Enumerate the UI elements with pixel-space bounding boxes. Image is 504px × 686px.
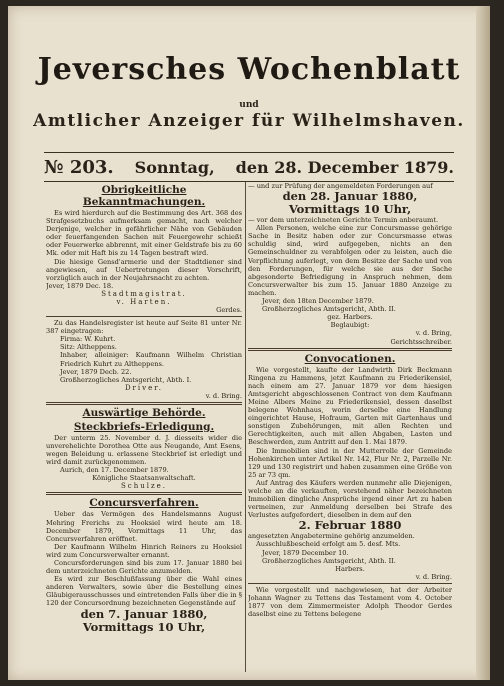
notice-paragraph: Ueber das Vermögen des Handelsmanns August Mehring Frerichs zu Hooksiel wird heute am 18. December 1879, Vormittags 11 Uhr, das Concursverfahren eröffnet. — [46, 510, 242, 543]
left-column — [46, 182, 242, 674]
notice-paragraph: Wie vorgestellt, kaufte der Landwirth Dirk Beckmann Ringena zu Hammens, jetzt Kaufmann zu Friederikensiel, nach einem am 27. Januar 1879 vor dem hiesigen Amtsgericht abgeschlossenen Contract von dem Kaufmann Meine Albers Meine zu Friederikensiel, dessen daselbst belegene Wohnhaus, worin derselbe eine Handlung eingerichtet Hause, Hofraum, Garten mit Gartenhaus und sonstigen Zubehörungen, mit allen Rechten und Gerechtigkeiten, auch mit allen Abgaben, Lasten und Beschwerden, zum Antritt auf den 1. Mai 1879. — [248, 365, 452, 447]
notice-date: Jever, 1879 December 10. — [262, 548, 349, 557]
masthead-subtitle: Amtlicher Anzeiger für Wilhelmshaven. — [33, 111, 465, 131]
notice-date: Jever, den 18ten December 1879. — [262, 297, 374, 306]
signature-name: Driver. — [124, 383, 164, 392]
term-date: den 7. Januar 1880, — [80, 606, 208, 621]
separator — [46, 316, 242, 317]
notice-date: Jever, 1879 Decb. 22. — [60, 367, 132, 376]
signature-name: Schulze. — [120, 482, 168, 491]
court-name: Großherzogliches Amtsgericht, Abth. I. — [60, 375, 192, 384]
court-name: Großherzogliches Amtsgericht, Abth. II. — [262, 556, 396, 565]
signature-name: Harbers. — [335, 564, 365, 573]
notice-paragraph: angesetzten Angabetermine gehörig anzumelden. — [248, 532, 415, 541]
notice-date: Jever, 1879 Dec. 18. — [46, 281, 114, 290]
masthead-title: Jeversches Wochenblatt — [37, 52, 461, 87]
term-date: den 28. Januar 1880, — [282, 189, 418, 204]
signature-name: v. d. Bring. — [205, 391, 242, 400]
notice-paragraph: Zu das Handelsregister ist heute auf Seite 81 unter Nr. 387 eingetragen: — [46, 319, 242, 336]
notice-paragraph: Wie vorgestellt und nachgewiesen, hat der Arbeiter Johann Wagner zu Tettens das Testament vom 4. October 1877 von dem Zimmermeister Adolph Theodor Gerdes daselbst eine zu Tettens belegene — [248, 585, 452, 619]
separator — [46, 402, 242, 405]
issue-day: Sonntag, — [134, 157, 215, 177]
attestation-label: Beglaubigt: — [330, 321, 370, 330]
section-heading: Concursverfahren. — [89, 497, 199, 510]
signature-name: v. d. Bring. — [415, 572, 452, 581]
newspaper-page — [8, 6, 490, 680]
notice-date: Aurich, den 17. December 1879. — [60, 466, 169, 475]
section-heading: Obrigkeitliche Bekanntmachungen. — [82, 184, 206, 208]
dateline — [44, 152, 454, 182]
signature-name: gez. Harbers. — [327, 313, 373, 322]
notice-paragraph: Es wird zur Beschlußfassung über die Wahl eines anderen Verwalters, sowie über die Bestellung eines Gläubigerausschusses und eintretenden Falls über die in § 120 der Concursordnung bezeichneten Gegenstände auf — [46, 575, 242, 608]
term-date: 2. Februar 1880 — [298, 518, 402, 533]
separator — [46, 492, 242, 495]
signature-name: Gerdes. — [216, 305, 242, 314]
separator — [248, 348, 452, 351]
signature-title: Gerichtsschreiber. — [390, 337, 452, 346]
signature-authority: Stadtmagistrat. — [101, 289, 187, 298]
section-heading: Auswärtige Behörde. — [82, 406, 206, 419]
notice-paragraph: Allen Personen, welche eine zur Concursmasse gehörige Sache in Besitz haben oder zur Concursmasse etwas schuldig sind, wird aufgegeben, nichts an den Gemeinschuldner zu verabfolgen oder zu leisten, auch die Verpflichtung auferlegt, von dem Besitze der Sache und von den Forderungen, für welche sie aus der Sache abgesonderte Befriedigung in Anspruch nehmen, dem Concursverwalter bis zum 15. Januar 1880 Anzeige zu machen. — [248, 224, 452, 297]
signature-name: v. Harten. — [116, 297, 172, 306]
notice-paragraph: Concursforderungen sind bis zum 17. Januar 1880 bei dem unterzeichneten Gerichte anzumelden. — [46, 559, 242, 576]
register-entry: Sitz: Altheppens. — [60, 343, 117, 352]
right-column — [248, 182, 452, 674]
masthead-und: und — [239, 100, 259, 110]
notice-paragraph: — vor dem unterzeichneten Gerichte Termin anberaumt. — [248, 216, 439, 225]
notice-paragraph: Die hiesige Gensd'armerie und der Stadtdiener sind angewiesen, auf Uebertretungen dieser Vorschrift, vorzüglich auch in der Neujahrsnacht zu achten. — [46, 257, 242, 282]
issue-date: den 28. December 1879. — [235, 157, 454, 177]
register-entry: Inhaber, alleiniger: Kaufmann Wilhelm Christian Friedrich Kuhrt zu Altheppens. — [60, 351, 242, 368]
section-heading: Convocationen. — [304, 352, 396, 365]
notice-paragraph: Die Immobilien sind in der Mutterrolle der Gemeinde Hohenkirchen unter Artikel Nr. 142, Flur Nr. 2, Parzelle Nr. 129 und 130 registrirt und haben zusammen eine Größe von 25 ar 73 qm. — [248, 446, 452, 479]
term-time: Vormittags 10 Uhr, — [82, 619, 206, 634]
notice-paragraph: Der Kaufmann Wilhelm Hinrich Reiners zu Hooksiel wird zum Concursverwalter ernannt. — [46, 542, 242, 559]
signature-name: v. d. Bring, — [415, 329, 452, 338]
column-divider — [245, 182, 246, 672]
separator — [248, 583, 452, 584]
term-time: Vormittags 10 Uhr, — [288, 202, 412, 217]
issue-number: № 203. — [44, 156, 114, 178]
register-entry: Firma: W. Kuhrt. — [60, 335, 116, 344]
notice-paragraph: Ausschlußbescheid erfolgt am 5. desf. Mts. — [256, 540, 401, 549]
notice-paragraph: Auf Antrag des Käufers werden nunmehr alle Diejenigen, welche an die verkauften, vorstehend näher bezeichneten Immobilien dingliche Ansprüche irgend einer Art zu haben vermeinen, zur Anmeldung derselben bei Strafe des Verlustes aufgefordert, dieselben in dem auf den — [248, 478, 452, 520]
authority-name: Königliche Staatsanwaltschaft. — [92, 474, 196, 483]
notice-paragraph: Der unterm 25. November d. J. diesseits wider die unverehelichte Dorothea Otte aus Neugande, Amt Esens, wegen Beleidung u. erlassene Steckbrief ist erledigt und wird damit zurückgenommen. — [46, 433, 242, 467]
notice-paragraph: — und zur Prüfung der angemeldeten Forderungen auf — [248, 182, 433, 190]
section-heading: Steckbriefs-Erledigung. — [73, 420, 215, 433]
court-name: Großherzogliches Amtsgericht, Abth. II. — [262, 305, 396, 314]
notice-paragraph: Es wird hierdurch auf die Bestimmung des Art. 368 des Strafgesetzbuchs aufmerksam gemacht, nach welcher Derjenige, welcher in gefährlicher Nähe von Gebäuden oder feuerfangenden Sachen mit Feuergewehr schießt oder Feuerwerke abbrennt, mit einer Geldstrafe bis zu 60 Mk. oder mit Haft bis zu 14 Tagen bestraft wird. — [46, 209, 242, 258]
